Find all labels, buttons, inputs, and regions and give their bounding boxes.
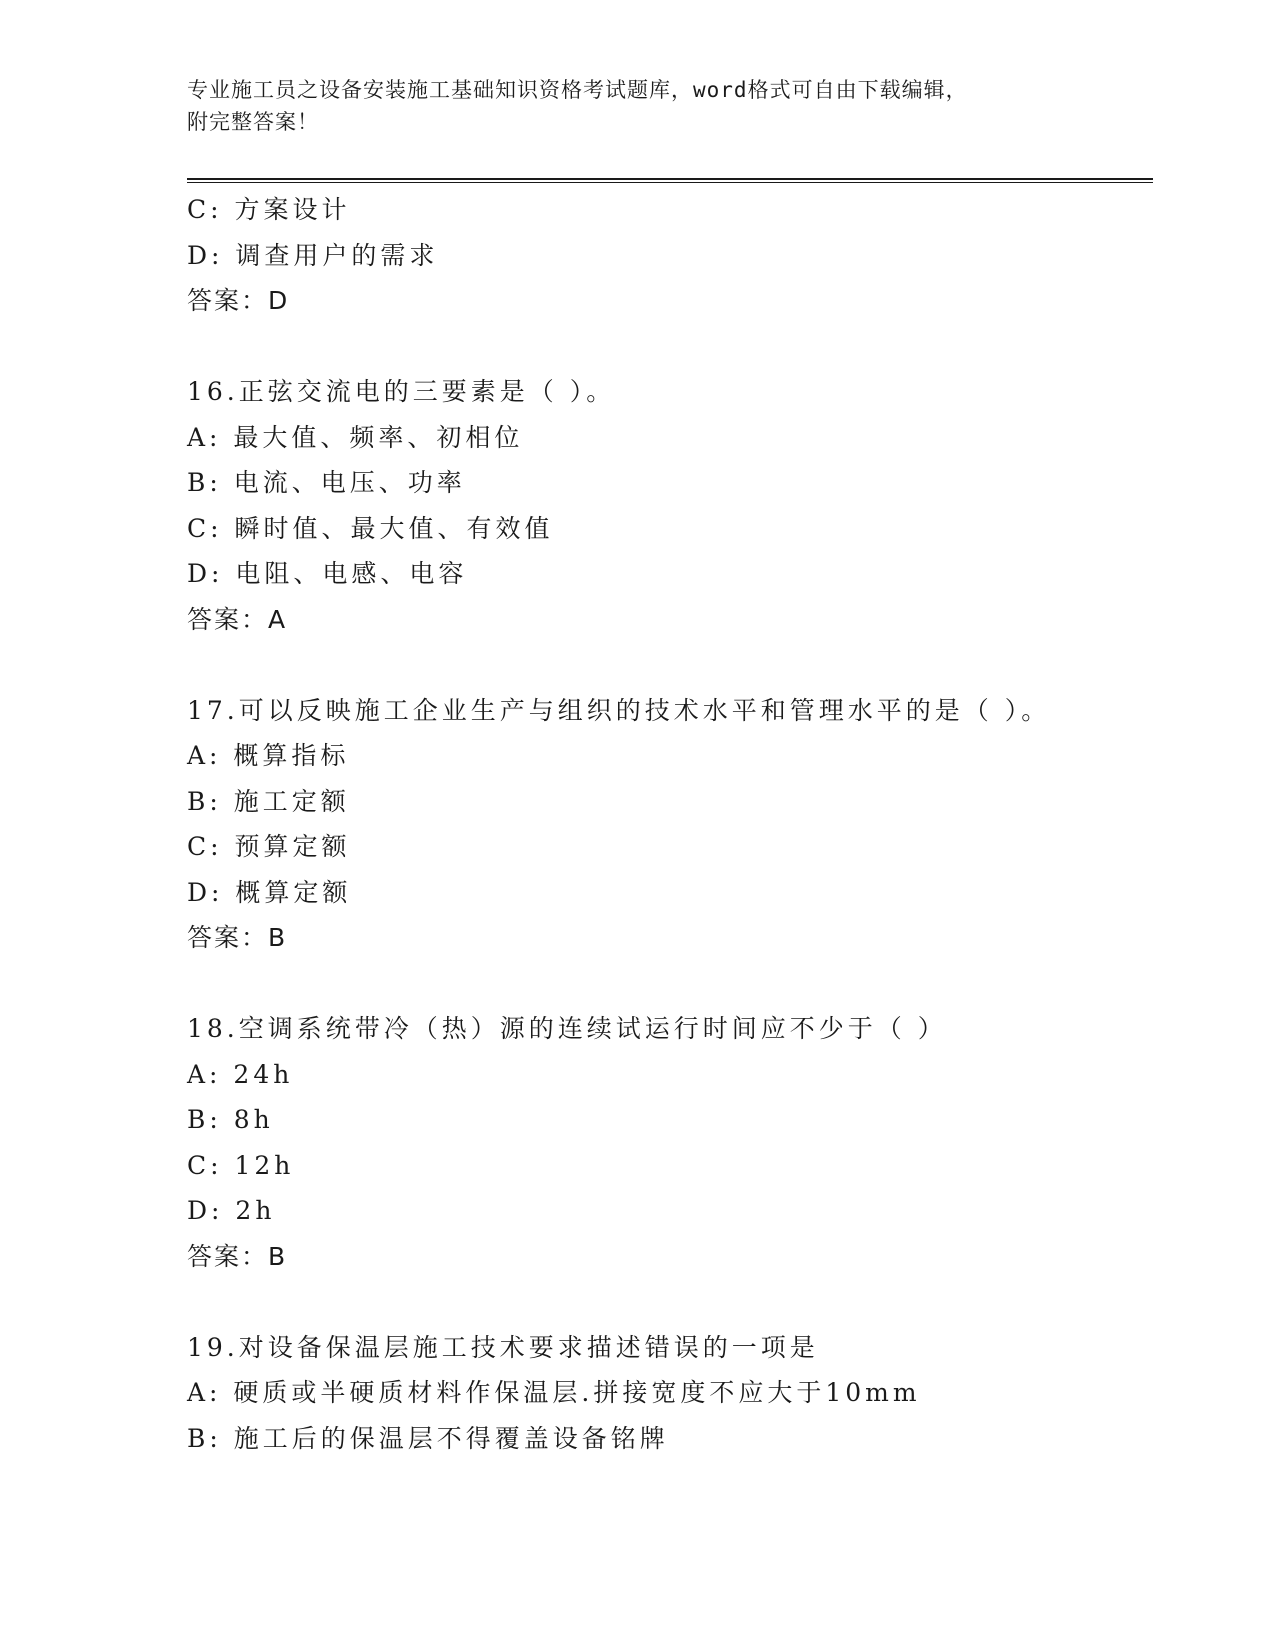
option-c: C: 方案设计	[187, 195, 351, 224]
option-a: A: 概算指标	[187, 741, 350, 770]
option-a: A: 24h	[187, 1059, 294, 1089]
option-c: C: 12h	[187, 1150, 295, 1180]
spacer	[187, 642, 1153, 688]
question-stem: 18.空调系统带冷（热）源的连续试运行时间应不少于（ ）	[187, 1014, 947, 1043]
question-15-continued	[187, 187, 1153, 324]
option-c: C: 预算定额	[187, 832, 351, 861]
header-divider-thick	[187, 178, 1153, 180]
spacer	[187, 961, 1153, 1007]
question-19	[187, 1325, 1153, 1462]
option-c: C: 瞬时值、最大值、有效值	[187, 513, 554, 543]
option-b: B: 电流、电压、功率	[187, 468, 466, 497]
option-d: D: 电阻、电感、电容	[187, 559, 468, 588]
question-stem: 19.对设备保温层施工技术要求描述错误的一项是	[187, 1332, 819, 1362]
answer-line: 答案：A	[187, 604, 288, 634]
option-a: A: 硬质或半硬质材料作保温层.拼接宽度不应大于10mm	[187, 1378, 921, 1407]
question-18	[187, 1006, 1153, 1279]
option-d: D: 2h	[187, 1196, 276, 1225]
spacer	[187, 324, 1153, 370]
option-b: B: 8h	[187, 1105, 274, 1134]
option-d: D: 调查用户的需求	[187, 240, 439, 270]
answer-line: 答案：D	[187, 286, 290, 315]
answer-line: 答案：B	[187, 1241, 288, 1271]
option-b: B: 施工定额	[187, 786, 350, 816]
question-17	[187, 688, 1153, 961]
question-list	[187, 187, 1153, 1461]
option-a: A: 最大值、频率、初相位	[187, 422, 524, 452]
option-d: D: 概算定额	[187, 877, 352, 907]
header-title-line-2: 附完整答案！	[187, 110, 319, 134]
spacer	[187, 1279, 1153, 1325]
question-16	[187, 369, 1153, 642]
question-stem: 17.可以反映施工企业生产与组织的技术水平和管理水平的是（ ）。	[187, 695, 1051, 725]
answer-line: 答案：B	[187, 923, 288, 952]
header-divider-thin	[187, 182, 1153, 183]
option-b: B: 施工后的保温层不得覆盖设备铭牌	[187, 1423, 669, 1453]
header-title-line-1: 专业施工员之设备安装施工基础知识资格考试题库，word格式可自由下载编辑，	[187, 78, 968, 102]
question-stem: 16.正弦交流电的三要素是（ ）。	[187, 377, 616, 406]
document-header	[187, 74, 1087, 138]
